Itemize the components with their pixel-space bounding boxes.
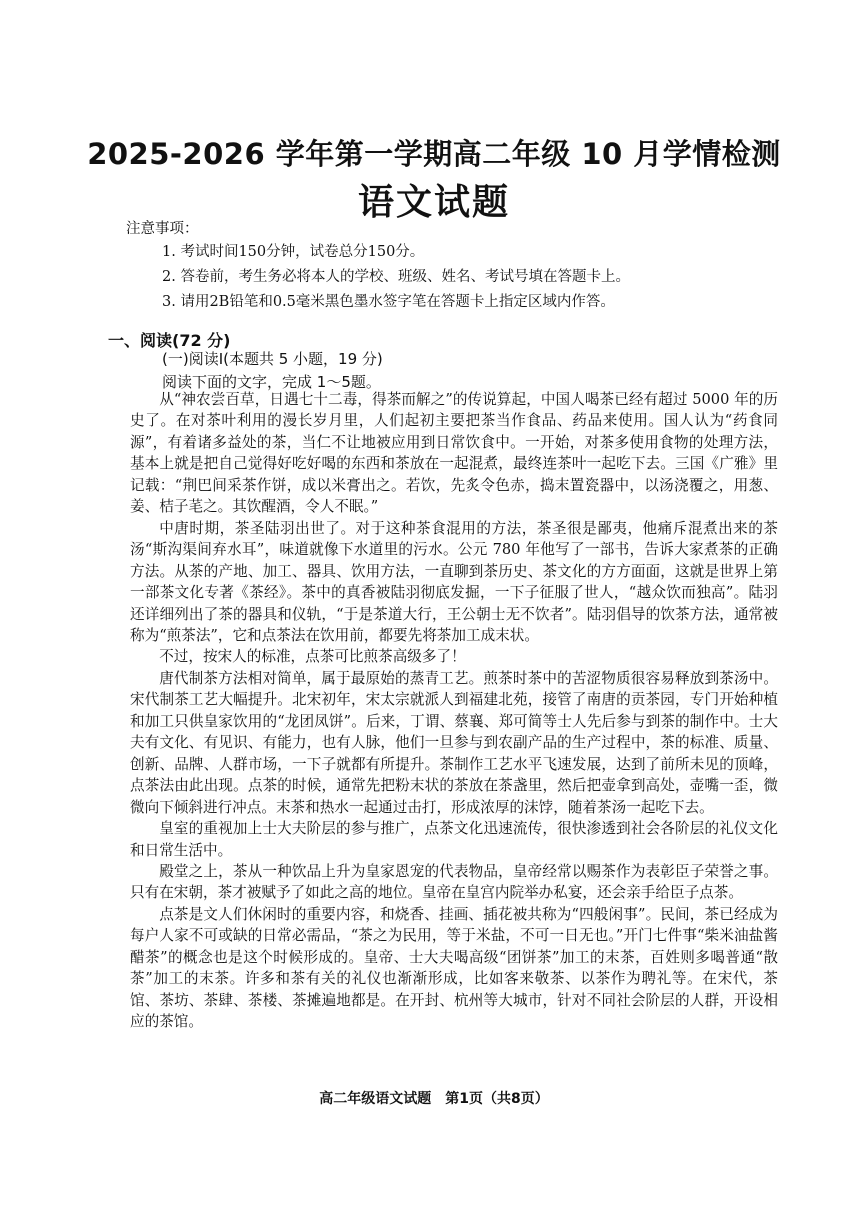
notice-item: 3. 请用2B铅笔和0.5毫米黑色墨水签字笔在答题卡上指定区域内作答。 bbox=[162, 294, 615, 310]
subsection-title: (一)阅读Ⅰ(本题共 5 小题，19 分) bbox=[162, 350, 383, 368]
notices-heading: 注意事项： bbox=[126, 221, 199, 237]
exam-title: 2025-2026 学年第一学期高二年级 10 月学情检测 bbox=[87, 137, 781, 171]
page-footer: 高二年级语文试题 第1页（共8页） bbox=[319, 1091, 549, 1107]
passage-paragraph: 点茶是文人们休闲时的重要内容，和烧香、挂画、插花被共称为“四般闲事”。民间，茶已经成为每户人家不可或缺的日常必需品，“茶之为民用，等于米盐，不可一日无也。”开门七件事“柴米油盐酱醋茶”的概念也是这个时候形成的。皇帝、士大夫喝高级“团饼茶”加工的末茶，百姓则多喝普通“散茶”加工的末茶。许多和茶有关的礼仪也渐渐形成，比如客来敬茶、以茶作为聘礼等。在宋代，茶馆、茶坊、茶肆、茶楼、茶摊遍地都是。在开封、杭州等大城市，针对不同社会阶层的人群，开设相应的茶馆。 bbox=[130, 905, 778, 1031]
passage-paragraph: 不过，按宋人的标准，点茶可比煎茶高级多了！ bbox=[159, 648, 466, 666]
notice-item: 1. 考试时间150分钟，试卷总分150分。 bbox=[162, 244, 425, 260]
passage-paragraph: 从“神农尝百草，日遇七十二毒，得茶而解之”的传说算起，中国人喝茶已经有超过 5000 年的历史了。在对茶叶利用的漫长岁月里，人们起初主要把茶当作食品、药品来使用。国人认为“药食同源”，有着诸多益处的茶，当仁不让地被应用到日常饮食中。一开始，对茶多使用食物的处理方法，基本上就是把自己觉得好吃好喝的东西和茶放在一起混煮，最终连茶叶一起吃下去。三国《广雅》里记载：“荆巴间采茶作饼，成以米膏出之。若饮，先炙令色赤，捣末置瓷器中，以汤浇覆之，用葱、姜、桔子芼之。其饮醒酒，令人不眠。” bbox=[130, 391, 778, 516]
notices bbox=[126, 218, 826, 315]
section-title: 一、阅读(72 分) bbox=[108, 331, 231, 350]
passage-paragraph: 唐代制茶方法相对简单，属于最原始的蒸青工艺。煎茶时茶中的苦涩物质很容易释放到茶汤中。宋代制茶工艺大幅提升。北宋初年，宋太宗就派人到福建北苑，接管了南唐的贡茶园，专门开始种植和加工只供皇家饮用的“龙团凤饼”。后来，丁谓、蔡襄、郑可简等士人先后参与到茶的制作中。士大夫有文化、有见识、有能力，也有人脉，他们一旦参与到农副产品的生产过程中，茶的标准、质量、创新、品牌、人群市场，一下子就都有所提升。茶制作工艺水平飞速发展，达到了前所未见的顶峰，点茶法由此出现。点茶的时候，通常先把粉末状的茶放在茶盏里，然后把壶拿到高处，壶嘴一歪，微微向下倾斜进行冲点。末茶和热水一起通过击打，形成浓厚的沫饽，随着茶汤一起吃下去。 bbox=[130, 669, 778, 816]
reading-instruction: 阅读下面的文字，完成 1～5题。 bbox=[162, 373, 381, 391]
passage-paragraph: 中唐时期，茶圣陆羽出世了。对于这种茶食混用的方法，茶圣很是鄙夷，他痛斥混煮出来的茶汤“斯沟渠间弃水耳”，味道就像下水道里的污水。公元 780 年他写了一部书，告诉大家煮茶的正确方法。从茶的产地、加工、器具、饮用方法，一直聊到茶历史、茶文化的方方面面，这就是世界上第一部茶文化专著《茶经》。茶中的真香被陆羽彻底发掘，一下子征服了世人，“越众饮而独高”。陆羽还详细列出了茶的器具和仪轨，“于是茶道大行，王公朝士无不饮者”。陆羽倡导的饮茶方法，通常被称为“煎茶法”，它和点茶法在饮用前，都要先将茶加工成末状。 bbox=[130, 519, 778, 644]
subject-title: 语文试题 bbox=[357, 182, 510, 223]
passage-paragraph: 皇室的重视加上士大夫阶层的参与推广，点茶文化迅速流传，很快渗透到社会各阶层的礼仪文化和日常生活中。 bbox=[130, 820, 778, 859]
notice-item: 2. 答卷前，考生务必将本人的学校、班级、姓名、考试号填在答题卡上。 bbox=[162, 269, 630, 285]
passage-paragraph: 殿堂之上，茶从一种饮品上升为皇家恩宠的代表物品，皇帝经常以赐茶作为表彰臣子荣誉之事。只有在宋朝，茶才被赋予了如此之高的地位。皇帝在皇宫内院举办私宴，还会亲手给臣子点茶。 bbox=[130, 862, 778, 902]
reading-passage bbox=[130, 389, 778, 1033]
